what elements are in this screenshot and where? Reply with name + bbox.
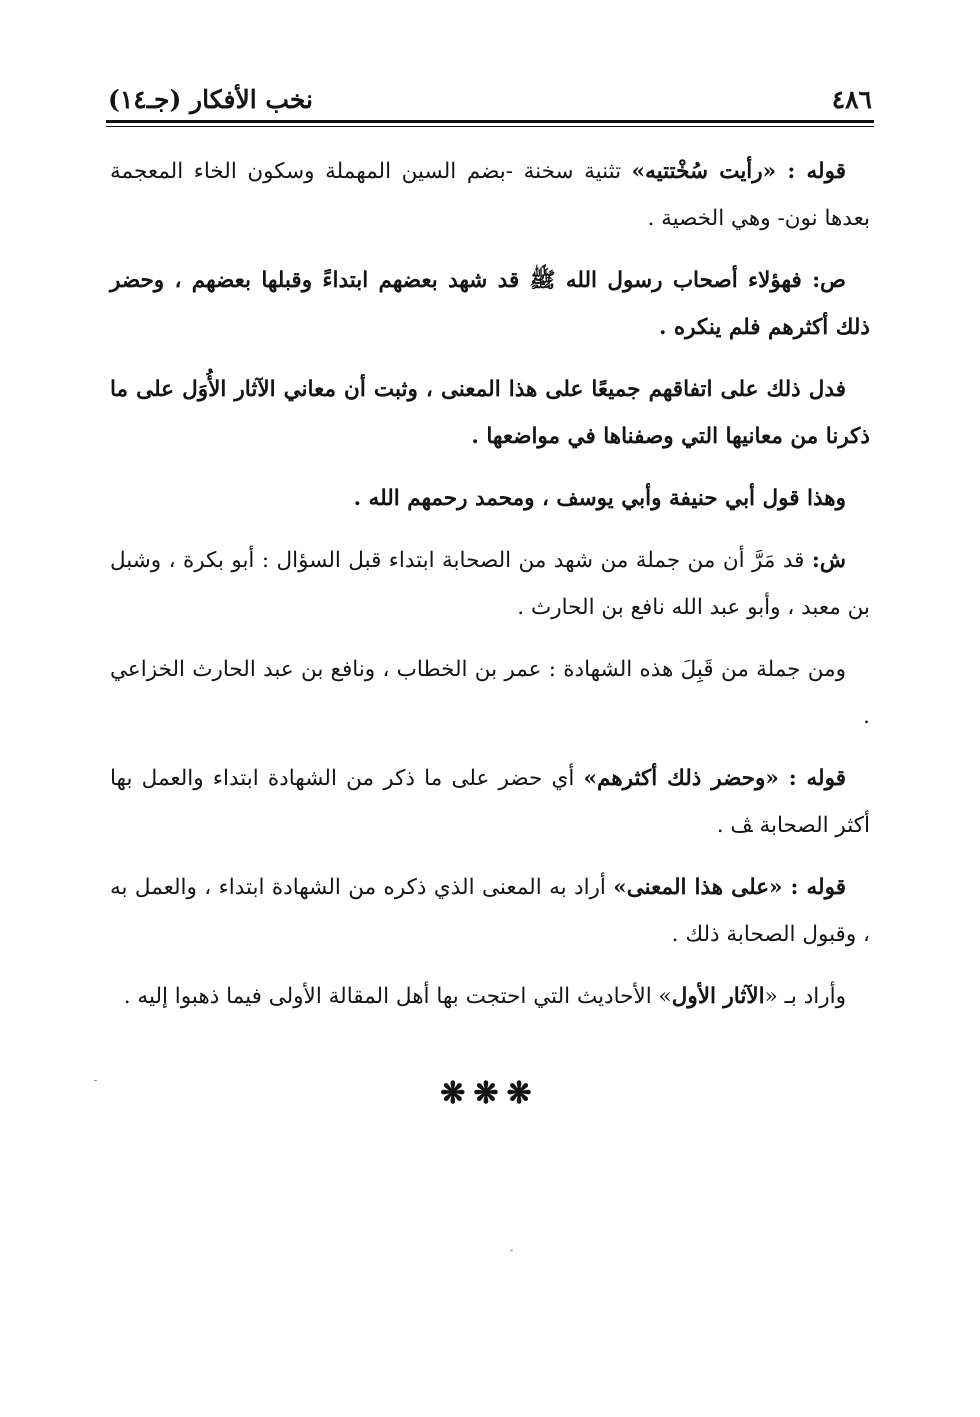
header-rule-thick (106, 120, 874, 123)
paragraph-commentary-3 (110, 864, 870, 958)
running-header (108, 78, 872, 114)
paragraph-matn-3 (110, 475, 870, 522)
paragraph-commentary-1 (110, 148, 870, 242)
paragraph-text: تثنية سخنة -بضم السين المهملة وسكون الخاء المعجمة بعدها نون- وهي الخصية . (110, 159, 870, 231)
section-end-mark: ❋❋❋ (440, 1076, 540, 1111)
paragraph-lead: قوله : «على هذا المعنى» (613, 875, 846, 900)
paragraph-matn-1 (110, 257, 870, 351)
scan-speck (510, 1250, 513, 1251)
paragraph-lead: ص: (812, 268, 846, 293)
body-text (110, 148, 870, 1035)
paragraph-text: وهذا قول أبي حنيفة وأبي يوسف ، ومحمد رحمهم الله . (353, 486, 846, 511)
paragraph-text: أراد به المعنى الذي ذكره من الشهادة ابتداء ، والعمل به ، وقبول الصحابة ذلك . (110, 875, 870, 947)
paragraph-text: » الأحاديث التي احتجت بها أهل المقالة الأولى فيما ذهبوا إليه . (123, 984, 672, 1009)
paragraph-text: أي حضر على ما ذكر من الشهادة ابتداء والعمل بها أكثر الصحابة ﭫ . (110, 766, 870, 838)
paragraph-lead: قوله : «وحضر ذلك أكثرهم» (583, 766, 846, 791)
paragraph-text: قد مَرَّ أن من جملة من شهد من الصحابة ابتداء قبل السؤال : أبو بكرة ، وشبل بن معبد ، وأبو عبد الله نافع بن الحارث . (110, 548, 870, 620)
paragraph-text: ومن جملة من قَبِلَ هذه الشهادة : عمر بن الخطاب ، ونافع بن عبد الحارث الخزاعي . (110, 657, 870, 729)
paragraph-sharh-1 (110, 537, 870, 631)
paragraph-commentary-4 (110, 973, 870, 1020)
paragraph-text-before: وأراد بـ « (764, 984, 846, 1009)
book-title: نخب الأفكار (جـ١٤) (108, 85, 314, 114)
paragraph-inline-bold: الآثار الأول (671, 984, 765, 1009)
paragraph-sharh-2 (110, 646, 870, 740)
header-rule-thin (106, 126, 874, 127)
paragraph-text: فهؤلاء أصحاب رسول الله ﷺ قد شهد بعضهم ابتداءً وقبلها بعضهم ، وحضر ذلك أكثرهم فلم ينكره . (110, 268, 870, 340)
paragraph-lead: ش: (811, 548, 846, 573)
paragraph-matn-2 (110, 366, 870, 460)
paragraph-text: فدل ذلك على اتفاقهم جميعًا على هذا المعنى ، وثبت أن معاني الآثار الأُوَل على ما ذكرنا من معانيها التي وصفناها في مواضعها . (110, 377, 870, 449)
page-number: ٤٨٦ (831, 85, 872, 114)
paragraph-lead: قوله : «رأيت سُخْتتيه» (631, 159, 846, 184)
scan-speck (94, 1080, 97, 1081)
paragraph-commentary-2 (110, 755, 870, 849)
